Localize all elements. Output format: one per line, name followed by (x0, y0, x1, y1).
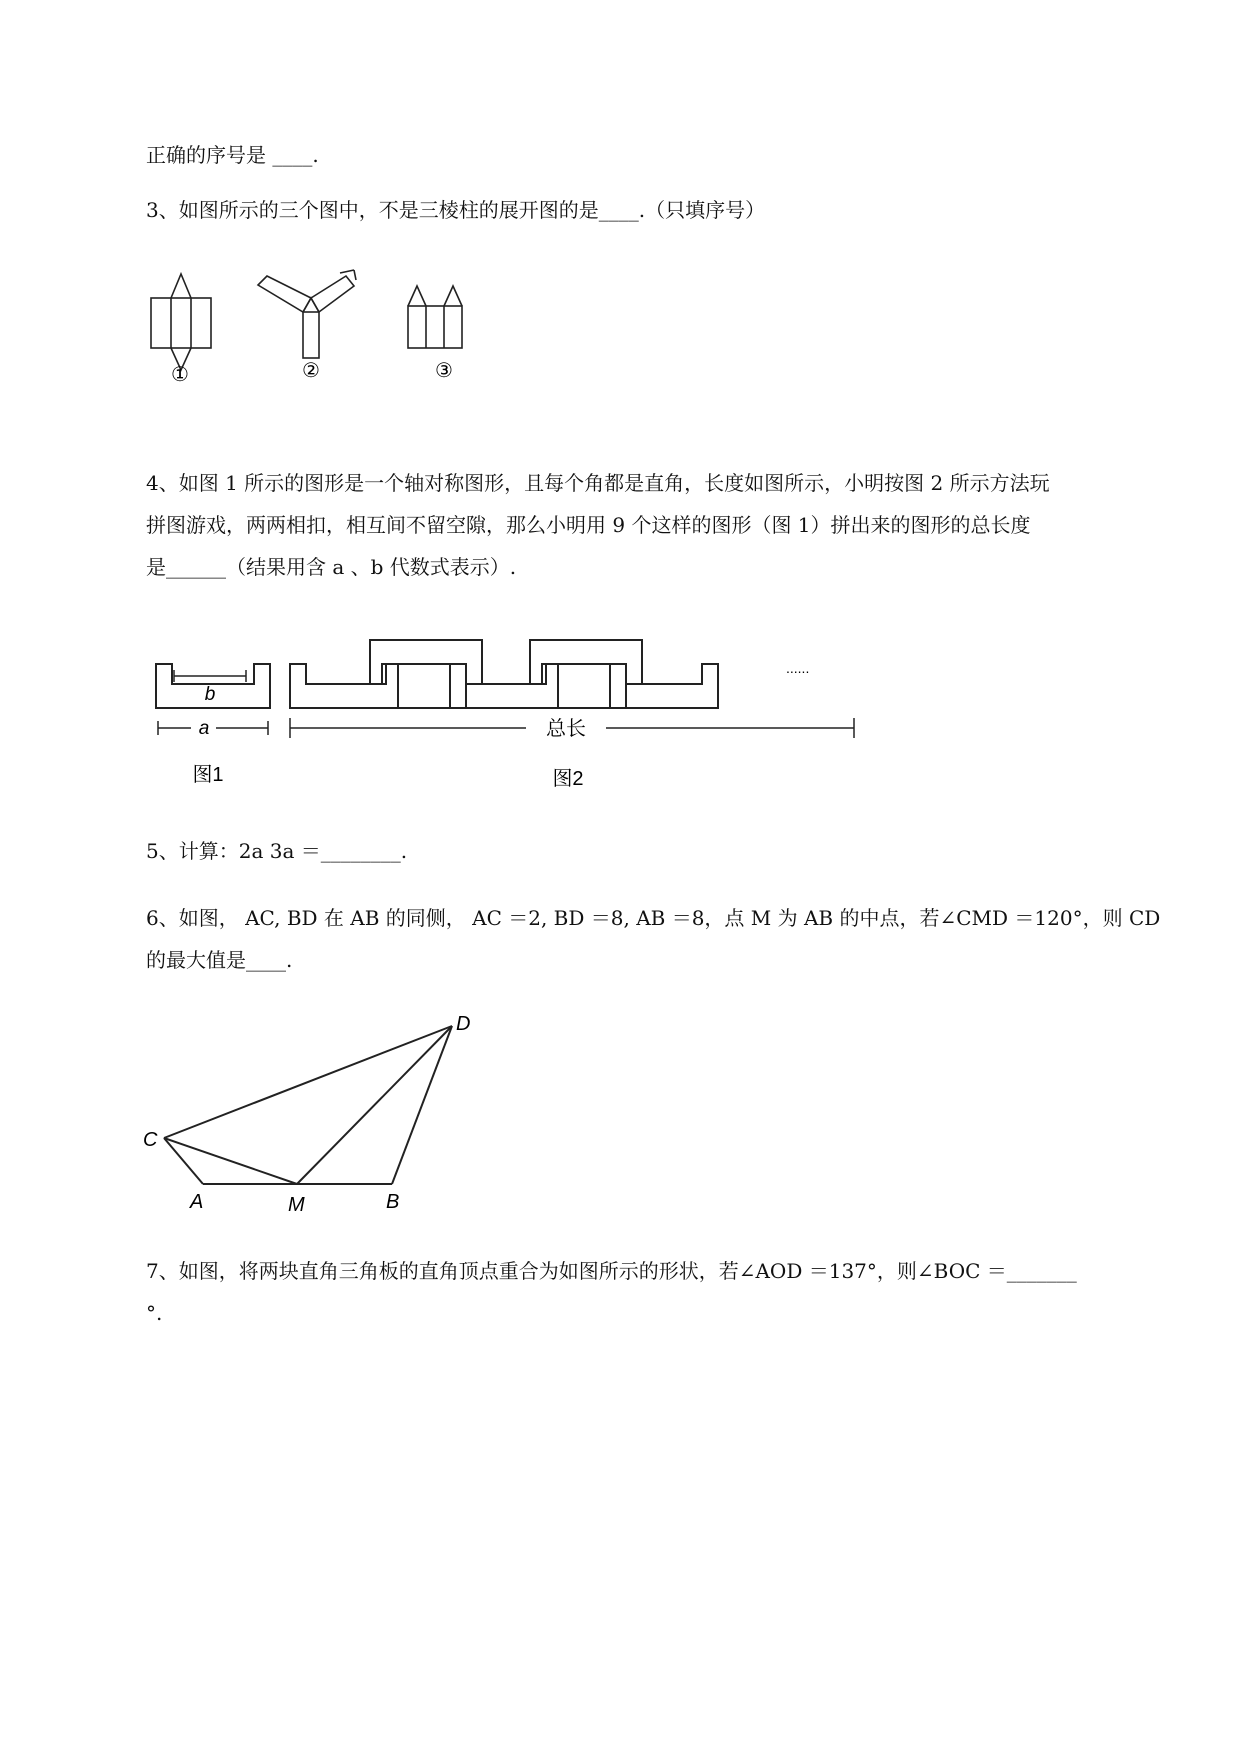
figure-2-chain (290, 640, 718, 708)
prism-net-2 (258, 270, 356, 358)
prism-nets-figure (146, 262, 486, 387)
prism-net-3 (408, 286, 462, 348)
prism-net-1 (151, 274, 211, 370)
question-7-line-1: 7、如图，将两块直角三角板的直角顶点重合为如图所示的形状，若∠AOD ＝137°，则∠BOC ＝_______ (146, 1259, 1077, 1283)
point-a-label: A (190, 1191, 204, 1213)
ellipsis: ...... (786, 660, 810, 676)
question-4-line-2: 拼图游戏，两两相扣，相互间不留空隙，那么小明用 9 个这样的图形（图 1）拼出来的图形的总长度 (146, 513, 1031, 537)
net-3-label: ③ (435, 360, 453, 382)
point-d-label: D (456, 1013, 471, 1035)
total-length-label: 总长 (546, 718, 586, 740)
question-6-line-1: 6、如图， AC, BD 在 AB 的同侧， AC ＝2, BD ＝8, AB ＝8，点 M 为 AB 的中点，若∠CMD ＝120°，则 CD (146, 906, 1161, 930)
question-3-text: 3、如图所示的三个图中，不是三棱柱的展开图的是____.（只填序号） (146, 198, 766, 222)
question-7-line-2: °. (146, 1301, 163, 1325)
point-m-label: M (288, 1194, 305, 1216)
puzzle-figure (146, 628, 866, 788)
question-5-text: 5、计算：2a 3a ＝________. (146, 839, 408, 863)
figure-1-caption: 图1 (192, 764, 224, 786)
net-2-label: ② (302, 360, 320, 382)
question-2-answer-line: 正确的序号是 ____. (146, 143, 319, 167)
figure-2-caption: 图2 (552, 768, 584, 790)
a-label: a (198, 718, 210, 739)
net-1-label: ① (171, 364, 189, 386)
b-label: b (204, 684, 216, 705)
question-4-line-3: 是______（结果用含 a 、b 代数式表示）. (146, 555, 517, 579)
point-c-label: C (143, 1129, 158, 1151)
question-4-line-1: 4、如图 1 所示的图形是一个轴对称图形，且每个角都是直角，长度如图所示，小明按图 2 所示方法玩 (146, 471, 1050, 495)
geometry-figure-q6 (140, 1008, 480, 1218)
point-b-label: B (386, 1191, 400, 1213)
question-6-line-2: 的最大值是____. (146, 948, 293, 972)
